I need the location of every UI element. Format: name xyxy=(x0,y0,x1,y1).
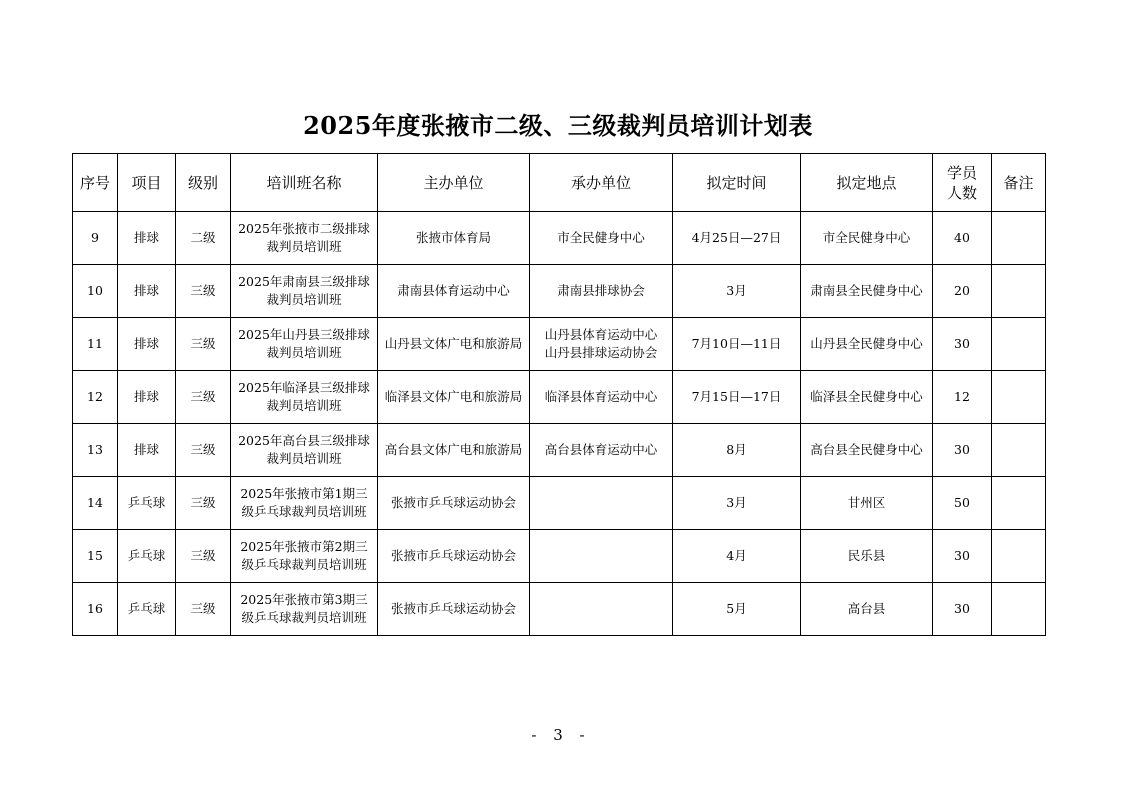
header-col-seq: 序号 xyxy=(73,154,118,212)
cell-col-host: 高台县体育运动中心 xyxy=(530,424,673,477)
table-header-row xyxy=(73,154,1046,212)
cell-col-sport: 排球 xyxy=(118,265,176,318)
cell-col-class-name: 2025年张掖市二级排球 裁判员培训班 xyxy=(231,212,378,265)
cell-col-sport: 排球 xyxy=(118,318,176,371)
cell-col-remarks xyxy=(992,424,1046,477)
cell-col-class-name: 2025年高台县三级排球 裁判员培训班 xyxy=(231,424,378,477)
header-col-trainee-count: 学员 人数 xyxy=(933,154,992,212)
cell-col-venue: 市全民健身中心 xyxy=(801,212,933,265)
header-col-host: 承办单位 xyxy=(530,154,673,212)
cell-col-date: 4月25日—27日 xyxy=(673,212,801,265)
cell-col-class-name: 2025年张掖市第2期三 级乒乓球裁判员培训班 xyxy=(231,530,378,583)
cell-col-class-name: 2025年张掖市第1期三 级乒乓球裁判员培训班 xyxy=(231,477,378,530)
cell-col-trainee-count: 30 xyxy=(933,530,992,583)
cell-col-level: 三级 xyxy=(176,265,231,318)
table-row xyxy=(73,265,1046,318)
cell-col-class-name: 2025年临泽县三级排球 裁判员培训班 xyxy=(231,371,378,424)
cell-col-date: 3月 xyxy=(673,477,801,530)
table-row xyxy=(73,424,1046,477)
header-col-date: 拟定时间 xyxy=(673,154,801,212)
cell-col-organizer: 张掖市体育局 xyxy=(378,212,530,265)
cell-col-seq: 15 xyxy=(73,530,118,583)
cell-col-venue: 民乐县 xyxy=(801,530,933,583)
cell-col-trainee-count: 30 xyxy=(933,424,992,477)
cell-col-seq: 10 xyxy=(73,265,118,318)
cell-col-date: 4月 xyxy=(673,530,801,583)
table-row xyxy=(73,583,1046,636)
cell-col-level: 三级 xyxy=(176,477,231,530)
cell-col-organizer: 肃南县体育运动中心 xyxy=(378,265,530,318)
table-row xyxy=(73,212,1046,265)
cell-col-host xyxy=(530,530,673,583)
header-col-sport: 项目 xyxy=(118,154,176,212)
header-col-venue: 拟定地点 xyxy=(801,154,933,212)
cell-col-sport: 乒乓球 xyxy=(118,477,176,530)
table-row xyxy=(73,477,1046,530)
cell-col-class-name: 2025年山丹县三级排球 裁判员培训班 xyxy=(231,318,378,371)
cell-col-sport: 乒乓球 xyxy=(118,583,176,636)
cell-col-venue: 高台县 xyxy=(801,583,933,636)
cell-col-date: 3月 xyxy=(673,265,801,318)
cell-col-date: 8月 xyxy=(673,424,801,477)
cell-col-organizer: 张掖市乒乓球运动协会 xyxy=(378,583,530,636)
cell-col-organizer: 张掖市乒乓球运动协会 xyxy=(378,477,530,530)
cell-col-remarks xyxy=(992,583,1046,636)
cell-col-sport: 排球 xyxy=(118,424,176,477)
cell-col-class-name: 2025年肃南县三级排球 裁判员培训班 xyxy=(231,265,378,318)
cell-col-organizer: 山丹县文体广电和旅游局 xyxy=(378,318,530,371)
cell-col-date: 5月 xyxy=(673,583,801,636)
cell-col-organizer: 高台县文体广电和旅游局 xyxy=(378,424,530,477)
cell-col-date: 7月15日—17日 xyxy=(673,371,801,424)
cell-col-trainee-count: 20 xyxy=(933,265,992,318)
cell-col-seq: 14 xyxy=(73,477,118,530)
cell-col-organizer: 张掖市乒乓球运动协会 xyxy=(378,530,530,583)
header-col-remarks: 备注 xyxy=(992,154,1046,212)
cell-col-seq: 16 xyxy=(73,583,118,636)
cell-col-seq: 13 xyxy=(73,424,118,477)
cell-col-remarks xyxy=(992,530,1046,583)
cell-col-host: 山丹县体育运动中心 山丹县排球运动协会 xyxy=(530,318,673,371)
cell-col-host xyxy=(530,583,673,636)
cell-col-remarks xyxy=(992,318,1046,371)
cell-col-venue: 肃南县全民健身中心 xyxy=(801,265,933,318)
cell-col-trainee-count: 12 xyxy=(933,371,992,424)
cell-col-sport: 排球 xyxy=(118,371,176,424)
cell-col-trainee-count: 50 xyxy=(933,477,992,530)
cell-col-sport: 乒乓球 xyxy=(118,530,176,583)
cell-col-level: 三级 xyxy=(176,530,231,583)
cell-col-remarks xyxy=(992,371,1046,424)
cell-col-level: 二级 xyxy=(176,212,231,265)
table-row xyxy=(73,530,1046,583)
cell-col-sport: 排球 xyxy=(118,212,176,265)
cell-col-host: 市全民健身中心 xyxy=(530,212,673,265)
page-number: - 3 - xyxy=(531,726,591,744)
cell-col-seq: 11 xyxy=(73,318,118,371)
cell-col-remarks xyxy=(992,265,1046,318)
cell-col-venue: 临泽县全民健身中心 xyxy=(801,371,933,424)
cell-col-level: 三级 xyxy=(176,371,231,424)
cell-col-trainee-count: 40 xyxy=(933,212,992,265)
training-plan-table xyxy=(72,153,1046,636)
cell-col-level: 三级 xyxy=(176,583,231,636)
cell-col-host: 肃南县排球协会 xyxy=(530,265,673,318)
cell-col-date: 7月10日—11日 xyxy=(673,318,801,371)
cell-col-venue: 甘州区 xyxy=(801,477,933,530)
cell-col-organizer: 临泽县文体广电和旅游局 xyxy=(378,371,530,424)
table-row xyxy=(73,318,1046,371)
cell-col-host: 临泽县体育运动中心 xyxy=(530,371,673,424)
cell-col-venue: 山丹县全民健身中心 xyxy=(801,318,933,371)
cell-col-trainee-count: 30 xyxy=(933,583,992,636)
cell-col-remarks xyxy=(992,212,1046,265)
cell-col-class-name: 2025年张掖市第3期三 级乒乓球裁判员培训班 xyxy=(231,583,378,636)
document-title: 2025年度张掖市二级、三级裁判员培训计划表 xyxy=(303,111,813,140)
cell-col-venue: 高台县全民健身中心 xyxy=(801,424,933,477)
cell-col-seq: 12 xyxy=(73,371,118,424)
cell-col-level: 三级 xyxy=(176,424,231,477)
header-col-organizer: 主办单位 xyxy=(378,154,530,212)
header-col-level: 级别 xyxy=(176,154,231,212)
cell-col-remarks xyxy=(992,477,1046,530)
table-row xyxy=(73,371,1046,424)
header-col-class-name: 培训班名称 xyxy=(231,154,378,212)
cell-col-seq: 9 xyxy=(73,212,118,265)
cell-col-host xyxy=(530,477,673,530)
cell-col-level: 三级 xyxy=(176,318,231,371)
cell-col-trainee-count: 30 xyxy=(933,318,992,371)
